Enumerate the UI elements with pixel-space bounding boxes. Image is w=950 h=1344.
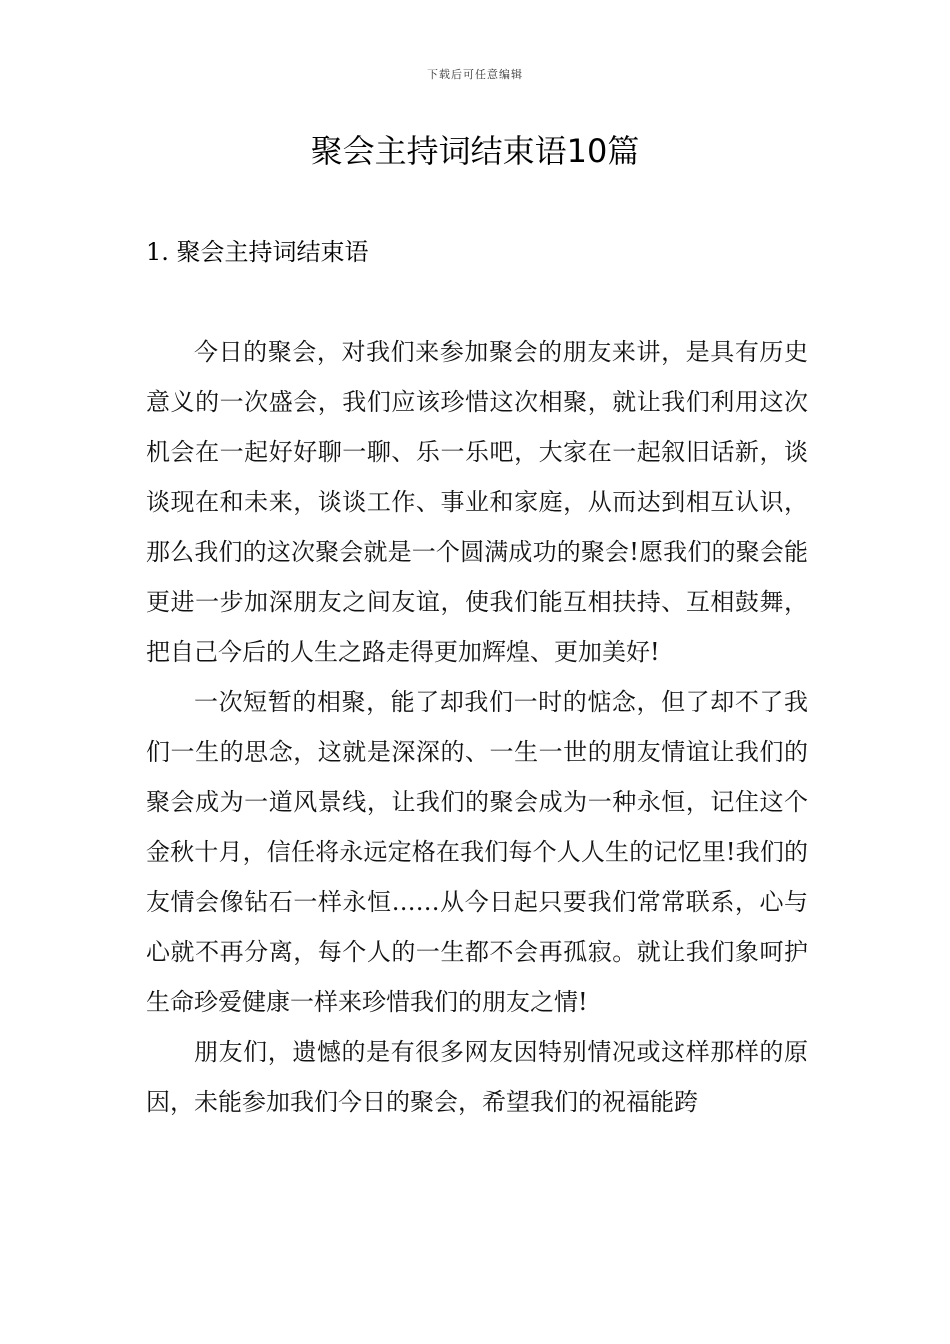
section-heading: 1. 聚会主持词结束语 — [146, 238, 369, 266]
body-text — [146, 327, 808, 1127]
paragraph-2: 一次短暂的相聚，能了却我们一时的惦念，但了却不了我们一生的思念，这就是深深的、一生一世的朋友情谊让我们的聚会成为一道风景线，让我们的聚会成为一种永恒，记住这个金秋十月，信任将永远定格在我们每个人人生的记忆里!我们的友情会像钻石一样永恒……从今日起只要我们常常联系，心与心就不再分离，每个人的一生都不会再孤寂。就让我们象呵护生命珍爱健康一样来珍惜我们的朋友之情! — [146, 688, 808, 1016]
header-note: 下载后可任意编辑 — [427, 68, 523, 81]
page-title: 聚会主持词结束语10篇 — [310, 132, 640, 170]
paragraph-3: 朋友们，遗憾的是有很多网友因特别情况或这样那样的原因，未能参加我们今日的聚会，希望我们的祝福能跨 — [146, 1038, 808, 1116]
paragraph-1: 今日的聚会，对我们来参加聚会的朋友来讲，是具有历史意义的一次盛会，我们应该珍惜这次相聚，就让我们利用这次机会在一起好好聊一聊、乐一乐吧，大家在一起叙旧话新，谈谈现在和未来，谈谈工作、事业和家庭，从而达到相互认识，那么我们的这次聚会就是一个圆满成功的聚会!愿我们的聚会能更进一步加深朋友之间友谊，使我们能互相扶持、互相鼓舞，把自己今后的人生之路走得更加辉煌、更加美好! — [146, 338, 808, 666]
